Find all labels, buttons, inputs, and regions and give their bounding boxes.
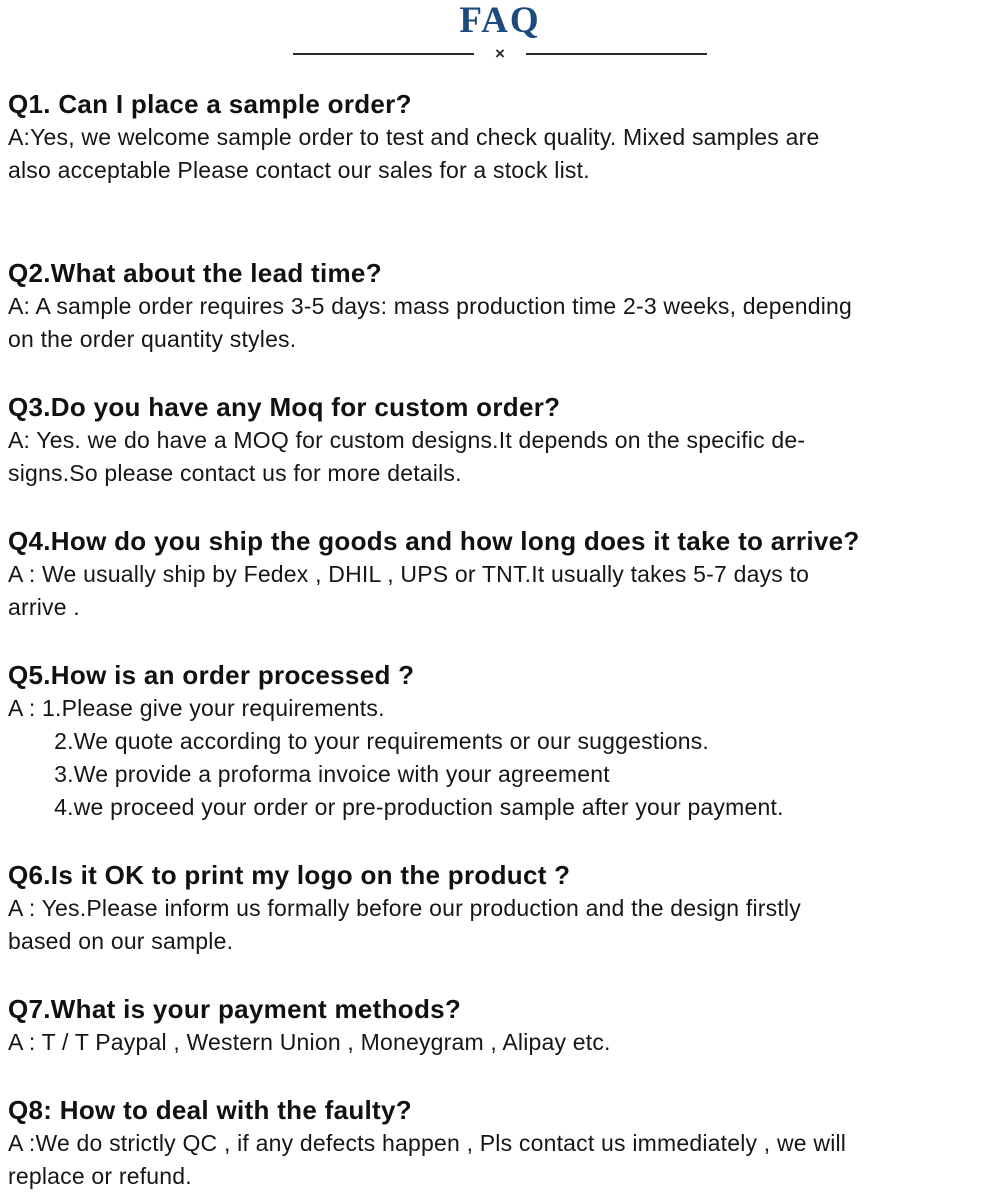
faq-answer-line: also acceptable Please contact our sales for a stock list. [8,157,590,183]
faq-question: Q6.Is it OK to print my logo on the product ? [8,860,571,890]
faq-answer-line: 2.We quote according to your requirements or our suggestions. [8,728,709,754]
faq-answer-line: based on our sample. [8,928,234,954]
faq-question: Q2.What about the lead time? [8,258,382,288]
title-divider [0,45,1000,62]
faq-question: Q7.What is your payment methods? [8,994,462,1024]
faq-answer-line: A: A sample order requires 3-5 days: mass production time 2-3 weeks, depending [8,293,853,319]
faq-answer-line: A:Yes, we welcome sample order to test and check quality. Mixed samples are [8,124,820,150]
faq-item-q6 [8,859,982,958]
faq-answer-line: A :We do strictly QC , if any defects happen , Pls contact us immediately , we will [8,1130,847,1156]
faq-answer-line: A : T / T Paypal , Western Union , Moneygram , Alipay etc. [8,1029,611,1055]
faq-answer-line: A : 1.Please give your requirements. [8,695,385,721]
divider-line-right [526,53,707,55]
faq-answer-line: arrive . [8,594,80,620]
faq-item-q7 [8,993,982,1059]
faq-answer-line: signs.So please contact us for more details. [8,460,462,486]
faq-question: Q8: How to deal with the faulty? [8,1095,412,1125]
faq-answer-line: replace or refund. [8,1163,192,1189]
faq-item-q3 [8,391,982,490]
page-title: FAQ [459,0,541,41]
faq-question: Q1. Can I place a sample order? [8,89,412,119]
faq-list [0,62,1000,1193]
faq-answer-line: 4.we proceed your order or pre-production sample after your payment. [8,794,784,820]
faq-answer-line: 3.We provide a proforma invoice with your agreement [8,761,610,787]
faq-answer-line: on the order quantity styles. [8,326,297,352]
divider-line-left [293,53,474,55]
faq-answer-line: A: Yes. we do have a MOQ for custom designs.It depends on the specific de- [8,427,806,453]
faq-item-q2 [8,257,982,356]
faq-answer-line: A : We usually ship by Fedex , DHIL , UPS or TNT.It usually takes 5-7 days to [8,561,810,587]
page-header [0,0,1000,62]
faq-question: Q3.Do you have any Moq for custom order? [8,392,561,422]
faq-question: Q5.How is an order processed ? [8,660,415,690]
faq-item-q8 [8,1094,982,1193]
faq-item-q5 [8,659,982,824]
faq-answer-line: A : Yes.Please inform us formally before our production and the design firstly [8,895,801,921]
faq-question: Q4.How do you ship the goods and how long does it take to arrive? [8,526,860,556]
divider-x-icon: × [495,44,505,63]
faq-item-q4 [8,525,982,624]
faq-item-q1 [8,88,982,187]
